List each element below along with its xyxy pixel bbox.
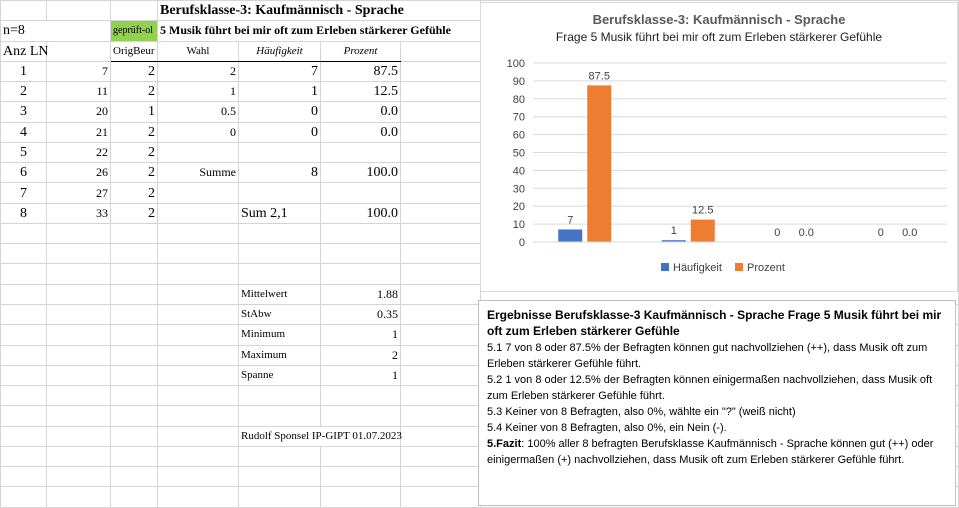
cell[interactable] bbox=[1, 264, 47, 284]
cell[interactable] bbox=[239, 406, 321, 426]
cell[interactable] bbox=[47, 426, 111, 446]
cell[interactable] bbox=[1, 487, 47, 508]
wahl-cell[interactable] bbox=[158, 183, 239, 203]
pct-cell[interactable]: 87.5 bbox=[321, 61, 401, 81]
cell[interactable] bbox=[47, 446, 111, 466]
bar-prozent bbox=[587, 85, 611, 242]
cell[interactable] bbox=[1, 284, 47, 304]
bar-chart[interactable] bbox=[480, 2, 958, 292]
result-line-5-2: 5.2 1 von 8 oder 12.5% der Befragten können einigermaßen nachvollziehen, dass Musik oft zum Erleben stärkerer Gefühle führt. bbox=[487, 374, 933, 402]
pct-cell[interactable] bbox=[321, 183, 401, 203]
cell[interactable] bbox=[47, 304, 111, 324]
wahl-cell[interactable]: 1 bbox=[158, 82, 239, 102]
question-title[interactable]: 5 Musik führt bei mir oft zum Erleben stärkerer Gefühle bbox=[158, 21, 481, 41]
cell[interactable] bbox=[401, 244, 481, 264]
stat-value-spanne[interactable]: 1 bbox=[321, 365, 401, 385]
cell[interactable] bbox=[401, 487, 481, 508]
cell[interactable] bbox=[1, 406, 47, 426]
orig-cell[interactable]: 2 bbox=[111, 183, 158, 203]
orig-cell[interactable]: 2 bbox=[111, 122, 158, 142]
results-textbox[interactable] bbox=[478, 300, 956, 506]
freq-cell[interactable] bbox=[239, 183, 321, 203]
orig-cell[interactable]: 2 bbox=[111, 61, 158, 81]
cell[interactable] bbox=[111, 345, 158, 365]
cell[interactable] bbox=[401, 82, 481, 102]
cell[interactable] bbox=[401, 122, 481, 142]
stat-value-stabw[interactable]: 0.35 bbox=[321, 304, 401, 324]
stat-label-mittelwert[interactable]: Mittelwert bbox=[239, 284, 321, 304]
header-haeufigkeit[interactable]: Häufigkeit bbox=[239, 41, 321, 61]
orig-cell[interactable]: 1 bbox=[111, 102, 158, 122]
cell[interactable] bbox=[239, 487, 321, 508]
header-wahl[interactable]: Wahl bbox=[158, 41, 239, 61]
legend-swatch bbox=[661, 263, 669, 271]
cell[interactable] bbox=[111, 325, 158, 345]
ln-cell[interactable]: 7 bbox=[47, 61, 111, 81]
orig-cell[interactable]: 2 bbox=[111, 203, 158, 223]
cell[interactable] bbox=[321, 406, 401, 426]
orig-cell[interactable]: 2 bbox=[111, 163, 158, 183]
header-ln-text: LN bbox=[29, 43, 49, 59]
cell[interactable] bbox=[321, 386, 401, 406]
cell[interactable] bbox=[47, 244, 111, 264]
ln-cell[interactable]: 11 bbox=[47, 82, 111, 102]
cell[interactable] bbox=[158, 325, 239, 345]
checked-cell[interactable]: geprüft-ol bbox=[111, 21, 158, 41]
cell[interactable] bbox=[239, 446, 321, 466]
cell[interactable] bbox=[401, 264, 481, 284]
cell[interactable] bbox=[111, 284, 158, 304]
anz-cell[interactable]: 3 bbox=[1, 102, 47, 122]
cell[interactable] bbox=[239, 244, 321, 264]
cell[interactable] bbox=[401, 446, 481, 466]
cell[interactable] bbox=[111, 426, 158, 446]
cell[interactable] bbox=[239, 223, 321, 243]
cell[interactable] bbox=[401, 142, 481, 162]
anz-cell[interactable]: 7 bbox=[1, 183, 47, 203]
y-tick-label: 100 bbox=[506, 58, 525, 70]
cell[interactable] bbox=[401, 183, 481, 203]
cell[interactable] bbox=[47, 1, 111, 21]
cell[interactable] bbox=[1, 345, 47, 365]
ln-cell[interactable]: 22 bbox=[47, 142, 111, 162]
cell[interactable] bbox=[1, 446, 47, 466]
cell[interactable] bbox=[47, 345, 111, 365]
cell[interactable] bbox=[401, 386, 481, 406]
sum-value[interactable]: 100.0 bbox=[321, 203, 401, 223]
cell[interactable] bbox=[158, 365, 239, 385]
cell[interactable] bbox=[111, 223, 158, 243]
cell[interactable] bbox=[158, 264, 239, 284]
bar-haeufigkeit bbox=[558, 229, 582, 242]
cell[interactable] bbox=[111, 365, 158, 385]
cell[interactable] bbox=[47, 386, 111, 406]
y-tick-label: 20 bbox=[512, 201, 525, 214]
cell[interactable] bbox=[321, 264, 401, 284]
freq-cell[interactable]: 8 bbox=[239, 163, 321, 183]
cell[interactable] bbox=[111, 304, 158, 324]
cell[interactable] bbox=[321, 467, 401, 487]
cell[interactable] bbox=[321, 487, 401, 508]
anz-cell[interactable]: 4 bbox=[1, 122, 47, 142]
cell[interactable] bbox=[401, 61, 481, 81]
cell[interactable] bbox=[47, 264, 111, 284]
cell[interactable] bbox=[239, 264, 321, 284]
y-tick-label: 40 bbox=[512, 165, 525, 178]
wahl-cell[interactable]: 0.5 bbox=[158, 102, 239, 122]
cell[interactable] bbox=[401, 284, 481, 304]
stat-label-stabw[interactable]: StAbw bbox=[239, 304, 321, 324]
data-label: 1 bbox=[670, 225, 677, 238]
header-anz[interactable] bbox=[1, 41, 47, 61]
anz-cell[interactable]: 2 bbox=[1, 82, 47, 102]
y-tick-label: 10 bbox=[512, 219, 525, 232]
anz-cell[interactable]: 1 bbox=[1, 61, 47, 81]
fazit-text: : 100% aller 8 befragten Berufsklasse Kaufmännisch - Sprache können gut (++) oder einigermaßen (+) nachvollziehen, dass Musik oft zum Erleben stärkerer Gefühle führt. bbox=[487, 438, 934, 466]
cell[interactable] bbox=[401, 304, 481, 324]
wahl-cell[interactable] bbox=[158, 142, 239, 162]
cell[interactable] bbox=[1, 365, 47, 385]
cell[interactable] bbox=[158, 304, 239, 324]
cell[interactable] bbox=[401, 426, 481, 446]
y-tick-label: 30 bbox=[512, 183, 525, 196]
y-tick-label: 90 bbox=[512, 75, 525, 88]
cell[interactable] bbox=[401, 163, 481, 183]
cell[interactable] bbox=[401, 365, 481, 385]
cell[interactable] bbox=[111, 487, 158, 508]
data-label: 12.5 bbox=[692, 204, 714, 217]
cell[interactable] bbox=[47, 467, 111, 487]
cell[interactable] bbox=[47, 223, 111, 243]
cell[interactable] bbox=[321, 223, 401, 243]
cell[interactable] bbox=[111, 406, 158, 426]
cell[interactable] bbox=[158, 223, 239, 243]
stat-label-minimum[interactable]: Minimum bbox=[239, 325, 321, 345]
wahl-cell[interactable]: 2 bbox=[158, 61, 239, 81]
data-label: 7 bbox=[567, 214, 574, 227]
cell[interactable] bbox=[401, 345, 481, 365]
fazit-label: 5.Fazit bbox=[487, 438, 522, 450]
stat-label-spanne[interactable]: Spanne bbox=[239, 365, 321, 385]
freq-cell[interactable]: 1 bbox=[239, 82, 321, 102]
freq-cell[interactable]: 7 bbox=[239, 61, 321, 81]
cell[interactable] bbox=[1, 223, 47, 243]
result-line-5-3: 5.3 Keiner von 8 Befragten, also 0%, wählte ein "?" (weiß nicht) bbox=[487, 406, 796, 418]
legend-label: Häufigkeit bbox=[673, 262, 722, 274]
cell[interactable] bbox=[401, 203, 481, 223]
cell[interactable] bbox=[158, 386, 239, 406]
result-fazit bbox=[487, 436, 947, 468]
data-label: 0.0 bbox=[798, 227, 814, 239]
chart-subtitle: Frage 5 Musik führt bei mir oft zum Erleben stärkerer Gefühle bbox=[555, 30, 883, 44]
cell[interactable] bbox=[111, 446, 158, 466]
pct-cell[interactable]: 100.0 bbox=[321, 163, 401, 183]
header-origbeur[interactable]: OrigBeur bbox=[111, 41, 158, 61]
cell[interactable] bbox=[239, 467, 321, 487]
y-tick-label: 80 bbox=[512, 93, 525, 106]
cell[interactable] bbox=[47, 487, 111, 508]
anz-cell[interactable]: 5 bbox=[1, 142, 47, 162]
anz-cell[interactable]: 8 bbox=[1, 203, 47, 223]
pct-cell[interactable]: 0.0 bbox=[321, 102, 401, 122]
cell[interactable] bbox=[47, 406, 111, 426]
cell[interactable] bbox=[158, 203, 239, 223]
freq-cell[interactable] bbox=[239, 142, 321, 162]
cell[interactable] bbox=[158, 345, 239, 365]
y-tick-label: 0 bbox=[518, 237, 525, 249]
stat-value-minimum[interactable]: 1 bbox=[321, 325, 401, 345]
cell[interactable] bbox=[1, 426, 47, 446]
stat-label-maximum[interactable]: Maximum bbox=[239, 345, 321, 365]
cell[interactable] bbox=[401, 325, 481, 345]
cell[interactable] bbox=[47, 325, 111, 345]
y-tick-label: 60 bbox=[512, 129, 525, 142]
bar-prozent bbox=[691, 220, 715, 242]
data-label: 0.0 bbox=[902, 227, 918, 239]
chart-plot bbox=[481, 3, 957, 291]
orig-cell[interactable]: 2 bbox=[111, 82, 158, 102]
cell[interactable] bbox=[321, 244, 401, 264]
cell[interactable] bbox=[158, 284, 239, 304]
cell[interactable] bbox=[111, 386, 158, 406]
header-anz-text: Anz bbox=[3, 43, 27, 59]
stat-value-maximum[interactable]: 2 bbox=[321, 345, 401, 365]
anz-cell[interactable]: 6 bbox=[1, 163, 47, 183]
y-tick-label: 50 bbox=[512, 147, 525, 160]
cell[interactable] bbox=[47, 284, 111, 304]
header-prozent[interactable]: Prozent bbox=[321, 41, 401, 61]
cell[interactable] bbox=[1, 467, 47, 487]
data-label: 87.5 bbox=[588, 70, 610, 83]
result-line-5-4: 5.4 Keiner von 8 Befragten, also 0%, ein Nein (-). bbox=[487, 422, 727, 434]
cell[interactable] bbox=[401, 41, 481, 61]
sheet-title[interactable]: Berufsklasse-3: Kaufmännisch - Sprache bbox=[158, 1, 481, 21]
cell[interactable] bbox=[47, 365, 111, 385]
cell[interactable] bbox=[111, 264, 158, 284]
y-tick-label: 70 bbox=[512, 111, 525, 124]
cell[interactable] bbox=[158, 467, 239, 487]
cell[interactable] bbox=[111, 467, 158, 487]
data-label: 0 bbox=[774, 227, 781, 239]
cell[interactable] bbox=[1, 244, 47, 264]
ln-cell[interactable]: 26 bbox=[47, 163, 111, 183]
ln-cell[interactable]: 27 bbox=[47, 183, 111, 203]
summe-label[interactable]: Summe bbox=[158, 163, 239, 183]
n-count[interactable]: n=8 bbox=[1, 21, 111, 41]
ln-cell[interactable]: 20 bbox=[47, 102, 111, 122]
stat-value-mittelwert[interactable]: 1.88 bbox=[321, 284, 401, 304]
pct-cell[interactable]: 12.5 bbox=[321, 82, 401, 102]
wahl-cell[interactable]: 0 bbox=[158, 122, 239, 142]
data-label: 0 bbox=[877, 227, 884, 239]
cell[interactable] bbox=[47, 41, 111, 61]
author-note[interactable]: Rudolf Sponsel IP-GIPT 01.07.2023 bbox=[239, 426, 401, 446]
sum-label[interactable]: Sum 2,1 bbox=[239, 203, 321, 223]
cell[interactable] bbox=[111, 244, 158, 264]
cell[interactable] bbox=[401, 102, 481, 122]
ln-cell[interactable]: 33 bbox=[47, 203, 111, 223]
cell[interactable] bbox=[401, 406, 481, 426]
freq-cell[interactable]: 0 bbox=[239, 102, 321, 122]
cell[interactable] bbox=[1, 304, 47, 324]
chart-title: Berufsklasse-3: Kaufmännisch - Sprache bbox=[592, 12, 846, 27]
cell[interactable] bbox=[111, 1, 158, 21]
cell[interactable] bbox=[158, 426, 239, 446]
pct-cell[interactable]: 0.0 bbox=[321, 122, 401, 142]
orig-cell[interactable]: 2 bbox=[111, 142, 158, 162]
cell[interactable] bbox=[321, 446, 401, 466]
cell[interactable] bbox=[158, 244, 239, 264]
pct-cell[interactable] bbox=[321, 142, 401, 162]
freq-cell[interactable]: 0 bbox=[239, 122, 321, 142]
legend-swatch bbox=[735, 263, 743, 271]
cell[interactable] bbox=[158, 406, 239, 426]
cell[interactable] bbox=[401, 467, 481, 487]
cell[interactable] bbox=[239, 386, 321, 406]
result-line-5-1: 5.1 7 von 8 oder 87.5% der Befragten können gut nachvollziehen (++), dass Musik oft zum Erleben stärkerer Gefühle führt. bbox=[487, 342, 928, 370]
cell[interactable] bbox=[158, 487, 239, 508]
results-heading: Ergebnisse Berufsklasse-3 Kaufmännisch - Sprache Frage 5 Musik führt bei mir oft zum Erleben stärkerer Gefühle bbox=[487, 308, 942, 338]
cell[interactable] bbox=[401, 223, 481, 243]
cell[interactable] bbox=[1, 386, 47, 406]
legend-label: Prozent bbox=[747, 262, 785, 274]
cell[interactable] bbox=[1, 325, 47, 345]
ln-cell[interactable]: 21 bbox=[47, 122, 111, 142]
cell[interactable] bbox=[1, 1, 47, 21]
cell[interactable] bbox=[158, 446, 239, 466]
